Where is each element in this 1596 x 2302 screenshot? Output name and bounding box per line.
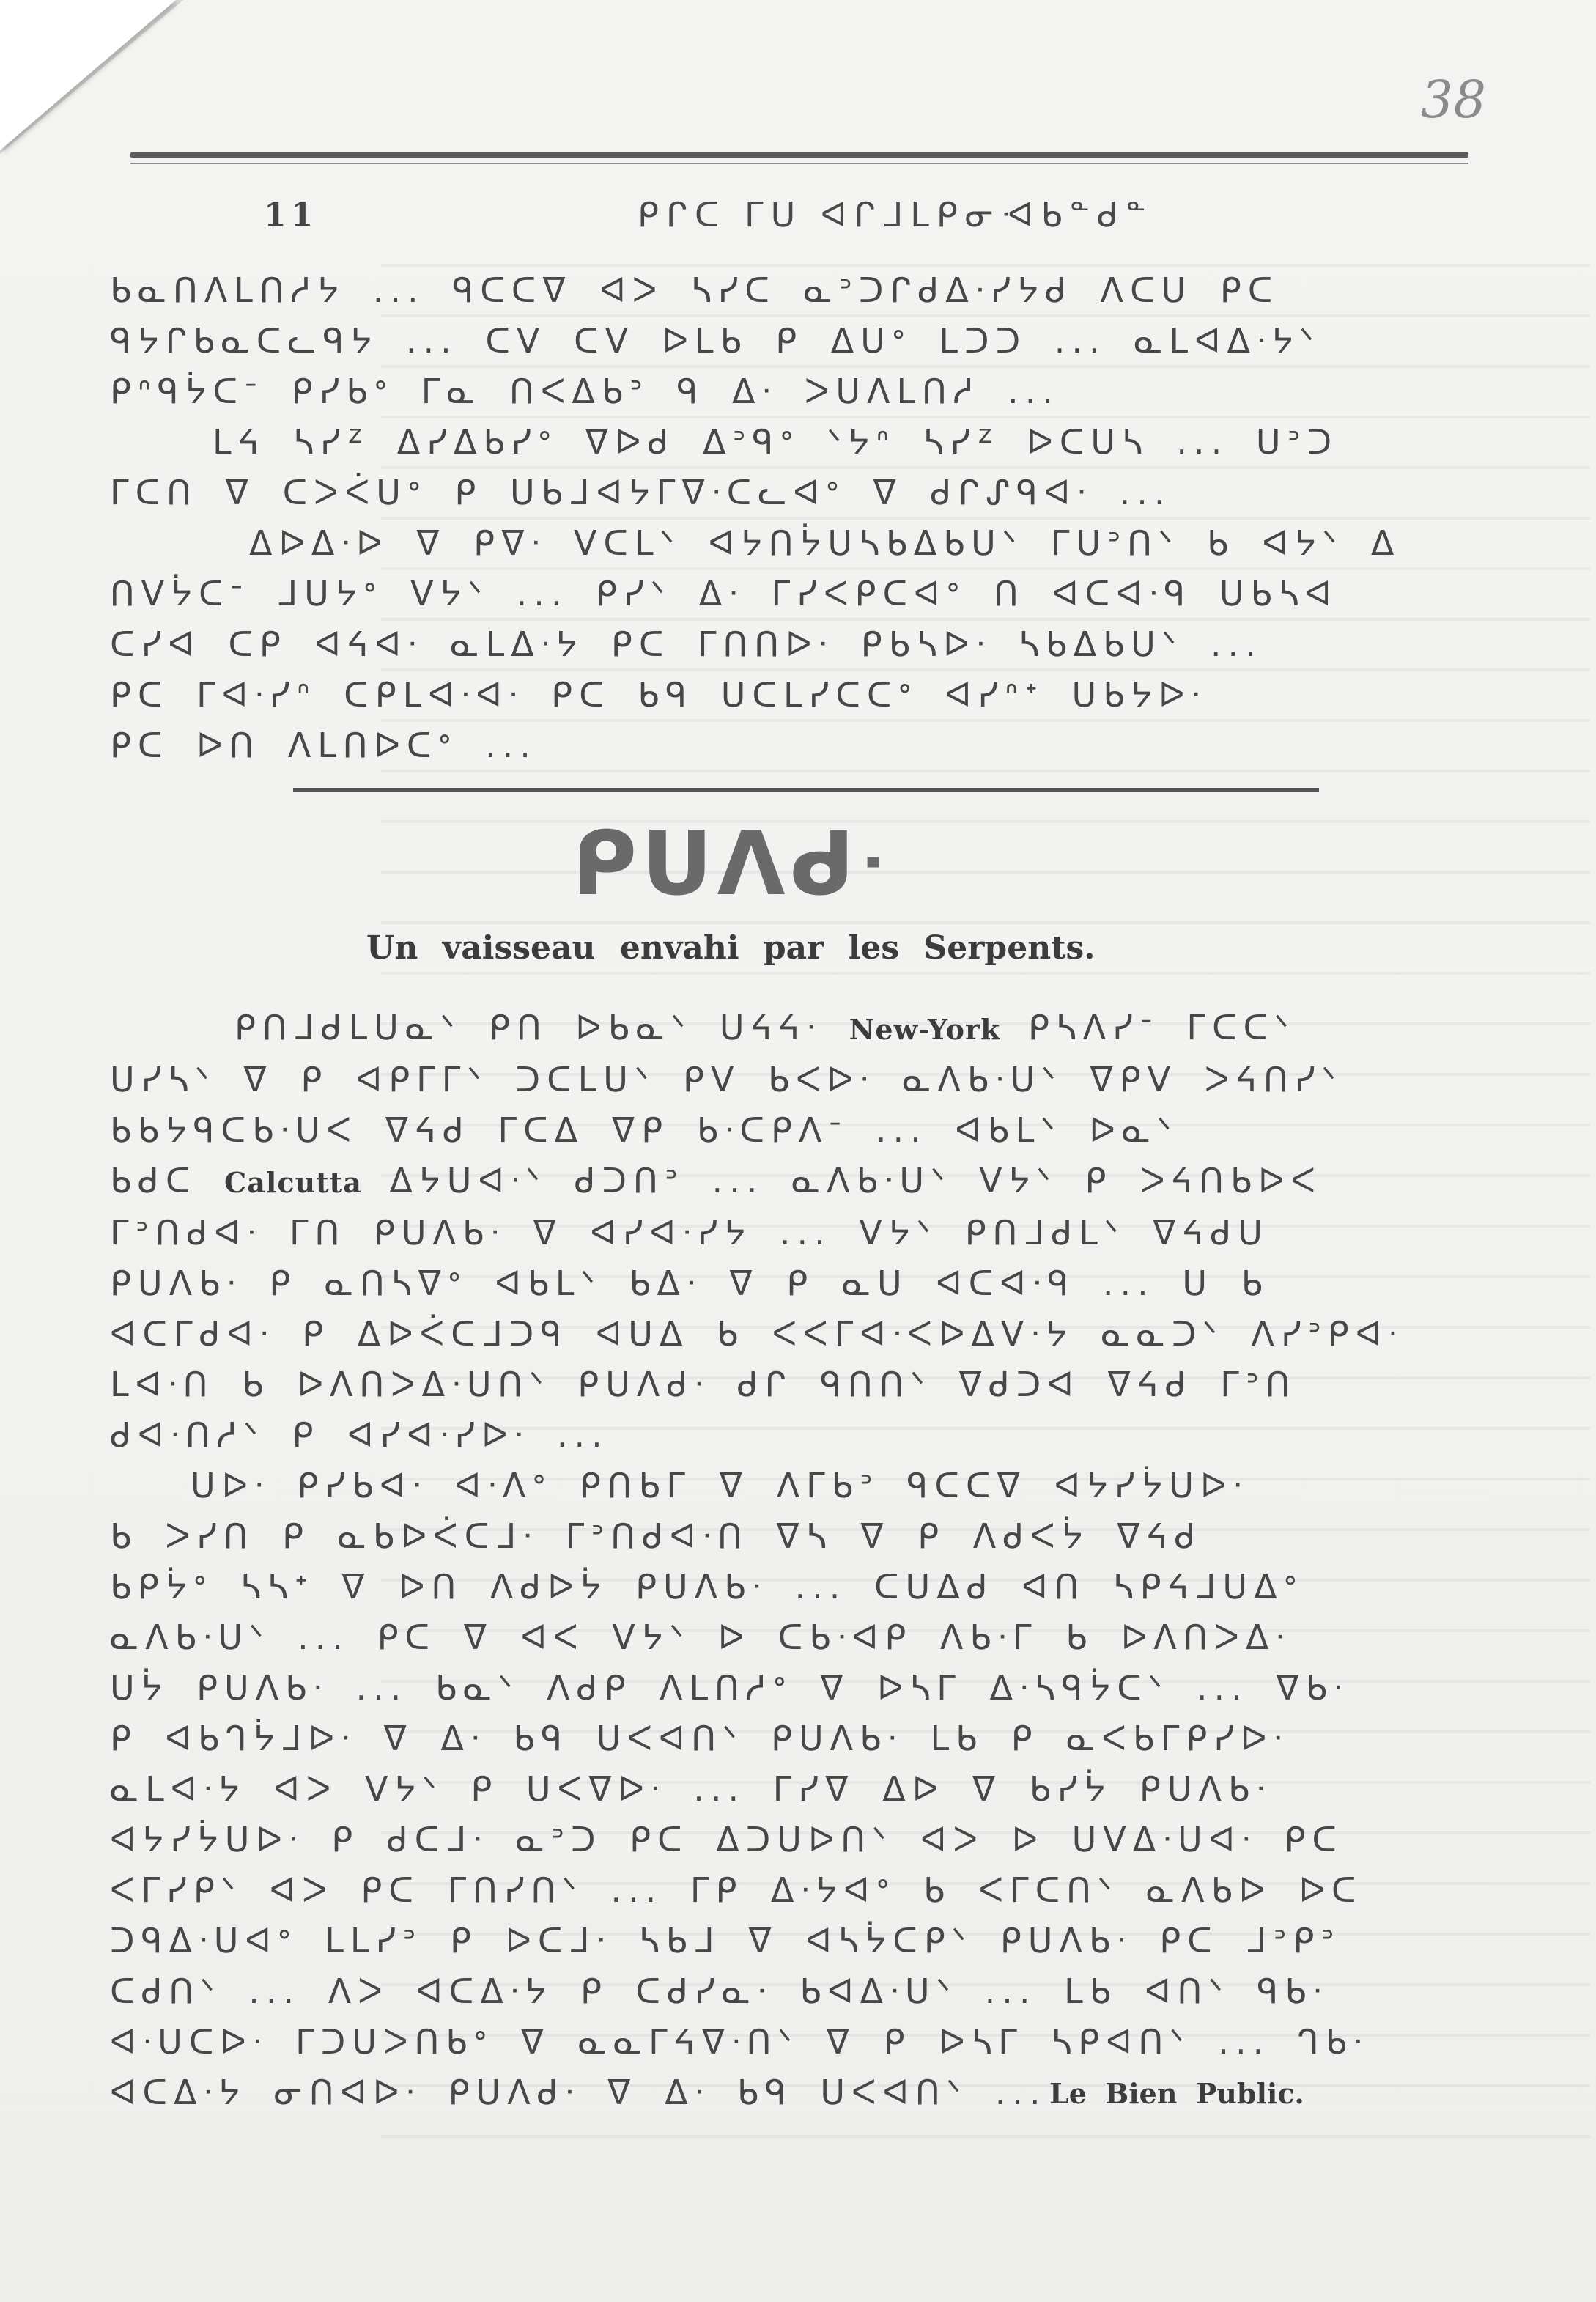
text-line — [110, 1663, 1436, 1713]
syllabic-text: ᑌᓯᓴᐠ ᐁ ᑭ ᐊᑭᒥᒥᐠ ᑐᑕᒪᑌᐠ ᑭᐯ ᑲᐸᐅᐧ ᓇᐱᑲᐧᑌᐠ ᐁᑭᐯ ᐳᔦᑎᓯᐠ — [110, 1060, 1343, 1099]
syllabic-text: ᑭᓴᐱᓯᐨ ᒥᑕᑕᐠ — [1000, 1008, 1296, 1047]
text-line — [110, 1865, 1436, 1916]
text-line: ᑎᐯᔮᑕᐨ ᒧᑌᔭᐤ ᐯᔭᐠ ... ᑭᓯᐠ ᐃᐧ ᒥᓯᐸᑭᑕᐊᐤ ᑎ ᐊᑕᐊᐧᑫ ᑌᑲᓴᐊ — [110, 574, 1338, 613]
text-line — [110, 1612, 1436, 1663]
syllabic-text: ᑌᐅᐧ ᑭᓯᑲᐊᐧ ᐊᐧᐱᐤ ᑭᑎᑲᒥ ᐁ ᐱᒥᑲᐣ ᑫᑕᑕᐁ ᐊᔭᓯᔮᑌᐅᐧ — [191, 1466, 1249, 1505]
text-line — [110, 1309, 1436, 1360]
section-divider — [293, 788, 1319, 792]
text-line — [110, 1713, 1436, 1764]
folio-number: 38 — [1420, 70, 1486, 130]
text-line — [110, 2017, 1436, 2067]
syllabic-text: ᑭᑎᒧᑯᒪᑌᓇᐠ ᑭᑎ ᐅᑲᓇᐠ ᑌᔦᔦᐧ — [234, 1008, 849, 1047]
page-number: 11 — [264, 196, 318, 234]
syllabic-text: ᐊᑕᐃᐧᔭ ᓂᑎᐊᐅᐧ ᑭᑌᐱᑯᐧ ᐁ ᐃᐧ ᑲᑫ ᑌᐸᐊᑎᐠ ... — [110, 2073, 1047, 2112]
text-line — [110, 1764, 1436, 1815]
text-line: ᒥᑕᑎ ᐁ ᑕᐳᐹᑌᐤ ᑭ ᑌᑲᒧᐊᔭᒥᐁᐧᑕᓚᐊᐤ ᐁ ᑯᒋᔑᑫᐊᐧ ... — [110, 473, 1172, 512]
syllabic-text: ᑌᔮ ᑭᑌᐱᑲᐧ ... ᑲᓇᐠ ᐱᑯᑭ ᐱᒪᑎᓱᐤ ᐁ ᐅᓴᒥ ᐃᐧᓴᑫᔮᑕᐠ ... ᐁᑲᐧ — [110, 1668, 1349, 1708]
syllabic-text: ᑯᐊᐧᑎᓱᐠ ᑭ ᐊᓯᐊᐧᓯᐅᐧ ... — [110, 1415, 609, 1455]
syllabic-text: ᓇᒪᐊᐧᔭ ᐊᐳ ᐯᔭᐠ ᑭ ᑌᐸᐁᐅᐧ ... ᒥᓯᐁ ᐃᐅ ᐁ ᑲᓯᔮ ᑭᑌᐱᑲᐧ — [110, 1769, 1271, 1809]
article-subtitle: Un vaisseau envahi par les Serpents. — [366, 929, 1096, 967]
syllabic-text: ᒪᐊᐧᑎ ᑲ ᐅᐱᑎᐳᐃᐧᑌᑎᐠ ᑭᑌᐱᑯᐧ ᑯᒋ ᑫᑎᑎᐠ ᐁᑯᑐᐊ ᐁᔦᑯ ᒥᐣᑎ — [110, 1365, 1297, 1404]
latin-place-name: Calcutta — [224, 1166, 362, 1199]
text-line — [110, 1105, 1436, 1156]
text-line: ᑭᑕ ᐅᑎ ᐱᒪᑎᐅᑕᐤ ... — [110, 726, 537, 765]
text-line: ᑭᑕ ᒥᐊᐧᓯᐢ ᑕᑭᒪᐊᐧᐊᐧ ᑭᑕ ᑲᑫ ᑌᑕᒪᓯᑕᑕᐤ ᐊᓯᐢᐩ ᑌᑲᔭᐅᐧ — [110, 675, 1207, 715]
text-line — [110, 1360, 1436, 1410]
text-line: ᑕᓯᐊ ᑕᑭ ᐊᔦᐊᐧ ᓇᒪᐃᐧᔭ ᑭᑕ ᒥᑎᑎᐅᐧ ᑭᑲᓴᐅᐧ ᓴᑲᐃᑲᑌᐠ ... — [110, 624, 1263, 664]
syllabic-text: ᒥᐣᑎᑯᐊᐧ ᒥᑎ ᑭᑌᐱᑲᐧ ᐁ ᐊᓯᐊᐧᓯᔭ ... ᐯᔭᐠ ᑭᑎᒧᑯᒪᐠ ᐁᔦᑯᑌ — [110, 1213, 1269, 1253]
article-body — [110, 1003, 1436, 2118]
syllabic-text: ᑭᑌᐱᑲᐧ ᑭ ᓇᑎᓴᐁᐤ ᐊᑲᒪᐠ ᑲᐃᐧ ᐁ ᑭ ᓇᑌ ᐊᑕᐊᐧᑫ ... ᑌ ᑲ — [110, 1263, 1269, 1303]
syllabic-text: ᓇᐱᑲᐧᑌᐠ ... ᑭᑕ ᐁ ᐊᐸ ᐯᔭᐠ ᐅ ᑕᑲᐧᐊᑭ ᐱᑲᐧᒥ ᑲ ᐅᐱᑎᐳᐃᐧ — [110, 1617, 1291, 1657]
syllabic-text: ᑲᑯᑕ — [110, 1161, 225, 1200]
syllabic-text: ᑲ ᐳᓯᑎ ᑭ ᓇᑲᐅᐹᑕᒧᐧ ᒥᐣᑎᑯᐊᐧᑎ ᐁᓴ ᐁ ᑭ ᐱᑯᐸᔮ ᐁᔦᑯ — [110, 1516, 1202, 1556]
syllabic-text: ᐊᔭᓯᔮᑌᐅᐧ ᑭ ᑯᑕᒧᐧ ᓇᐣᑐ ᑭᑕ ᐃᑐᑌᐅᑎᐠ ᐊᐳ ᐅ ᑌᐯᐃᐧᑌᐊᐧ ᑭᑕ — [110, 1820, 1343, 1859]
folded-corner-flap — [0, 0, 176, 150]
text-line — [110, 1208, 1436, 1258]
text-line — [110, 1156, 1436, 1208]
header-rule — [130, 152, 1468, 158]
syllabic-text: ᐊᑕᒥᑯᐊᐧ ᑭ ᐃᐅᐹᑕᒧᑐᑫ ᐊᑌᐃ ᑲ ᐸᐸᒥᐊᐧᐸᐅᐃᐯᐧᔭ ᓇᓇᑐᐠ ᐱᓯᐣᑭᐊᐧ — [110, 1314, 1403, 1354]
text-line: ᑫᔭᒋᑲᓇᑕᓚᑫᔭ ... ᑕᐯ ᑕᐯ ᐅᒪᑲ ᑭ ᐃᑌᐤ ᒪᑐᑐ ... ᓇᒪᐊᐃᐧᔭᐠ — [110, 321, 1321, 361]
syllabic-text: ᑲᑲᔭᑫᑕᑲᐧᑌᐸ ᐁᔦᑯ ᒥᑕᐃ ᐁᑭ ᑲᐧᑕᑭᐱᐨ ... ᐊᑲᒪᐠ ᐅᓇᐠ — [110, 1110, 1178, 1150]
running-head: ᑭᒋᑕ ᒥᑌ ᐊᒋᒧᒪᑭᓂᐗᑲᓐᑯᓐ — [638, 195, 1153, 235]
text-line — [110, 1562, 1436, 1612]
text-line: ᑭᐢᑫᔮᑕᐨ ᑭᓯᑲᐤ ᒥᓇ ᑎᐸᐃᑲᐣ ᑫ ᐃᐧ ᐳᑌᐱᒪᑎᓱ ... — [110, 372, 1060, 411]
syllabic-text: ᑲᑭᔮᐤ ᓴᓴᐩ ᐁ ᐅᑎ ᐱᑯᐅᔮ ᑭᑌᐱᑲᐧ ... ᑕᑌᐃᑯ ᐊᑎ ᓴᑭᔦᒧᑌᐃᐤ — [110, 1567, 1304, 1606]
syllabic-text: ᐊᐧᑌᑕᐅᐧ ᒥᑐᑌᐳᑎᑲᐤ ᐁ ᓇᓇᒥᔦᐁᐧᑎᐠ ᐁ ᑭ ᐅᓴᒥ ᓴᑭᐊᑎᐠ ... ᒉᑲᐧ — [110, 2022, 1369, 2062]
source-signature: Le Bien Public. — [1049, 2077, 1304, 2110]
text-line — [110, 1815, 1436, 1865]
syllabic-text: ᐃᔭᑌᐊᐧᐠ ᑯᑐᑎᐣ ... ᓇᐱᑲᐧᑌᐠ ᐯᔭᐠ ᑭ ᐳᔦᑎᑲᐅᐸ — [361, 1161, 1322, 1200]
text-line — [110, 1461, 1436, 1511]
syllabic-text: ᑭ ᐊᑲᒉᔮᒧᐅᐧ ᐁ ᐃᐧ ᑲᑫ ᑌᐸᐊᑎᐠ ᑭᑌᐱᑲᐧ ᒪᑲ ᑭ ᓇᐸᑲᒥᑭᓯᐅᐧ — [110, 1719, 1289, 1758]
text-line — [110, 1511, 1436, 1562]
text-line — [110, 1966, 1436, 2017]
paragraph-1 — [110, 265, 1436, 771]
text-line — [110, 1916, 1436, 1966]
latin-place-name: New-York — [849, 1013, 1001, 1046]
text-line — [110, 1055, 1436, 1105]
text-line — [110, 1003, 1436, 1055]
text-line: ᐃᐅᐃᐧᐅ ᐁ ᑭᐁᐧ ᐯᑕᒪᐠ ᐊᔭᑎᔮᑌᓴᑲᐃᑲᑌᐠ ᒥᑌᐣᑎᐠ ᑲ ᐊᔭᐠ ᐃ — [249, 523, 1401, 563]
text-line: ᑲᓇᑎᐱᒪᑎᓱᔭ ... ᑫᑕᑕᐁ ᐊᐳ ᓴᓯᑕ ᓇᐣᑐᒋᑯᐃᐧᓯᔭᑯ ᐱᑕᑌ ᑭᑕ — [110, 270, 1279, 310]
syllabic-text: ᑐᑫᐃᐧᑌᐊᐤ ᒪᒪᓯᐣ ᑭ ᐅᑕᒧᐧ ᓴᑲᒧ ᐁ ᐊᓴᔮᑕᑭᐠ ᑭᑌᐱᑲᐧ ᑭᑕ ᒧᐣᑭᐣ — [110, 1921, 1341, 1960]
text-line — [110, 1410, 1436, 1461]
article-title: ᑭᑌᐱᑯᐧ — [572, 814, 891, 915]
syllabic-text: ᑕᑯᑎᐠ ... ᐱᐳ ᐊᑕᐃᐧᔭ ᑭ ᑕᑯᓯᓇᐧ ᑲᐊᐃᐧᑌᐠ ... ᒪᑲ ᐊᑎᐠ ᑫᑲᐧ — [110, 1971, 1328, 2011]
text-line — [110, 1258, 1436, 1309]
header-rule-thin — [130, 163, 1468, 164]
text-line: ᒪᔦ ᓴᓯᙆ ᐃᓯᐃᑲᓯᐤ ᐁᐅᑯ ᐃᐣᑫᐤ ᐠᔭᐢ ᓴᓯᙆ ᐅᑕᑌᓴ ... ᑌᐣᑐ — [213, 422, 1339, 462]
syllabic-text: ᐸᒥᓯᑭᐠ ᐊᐳ ᑭᑕ ᒥᑎᓯᑎᐠ ... ᒥᑭ ᐃᐧᔭᐊᐤ ᑲ ᐸᒥᑕᑎᐠ ᓇᐱᑲᐅ ᐅᑕ — [110, 1870, 1363, 1910]
